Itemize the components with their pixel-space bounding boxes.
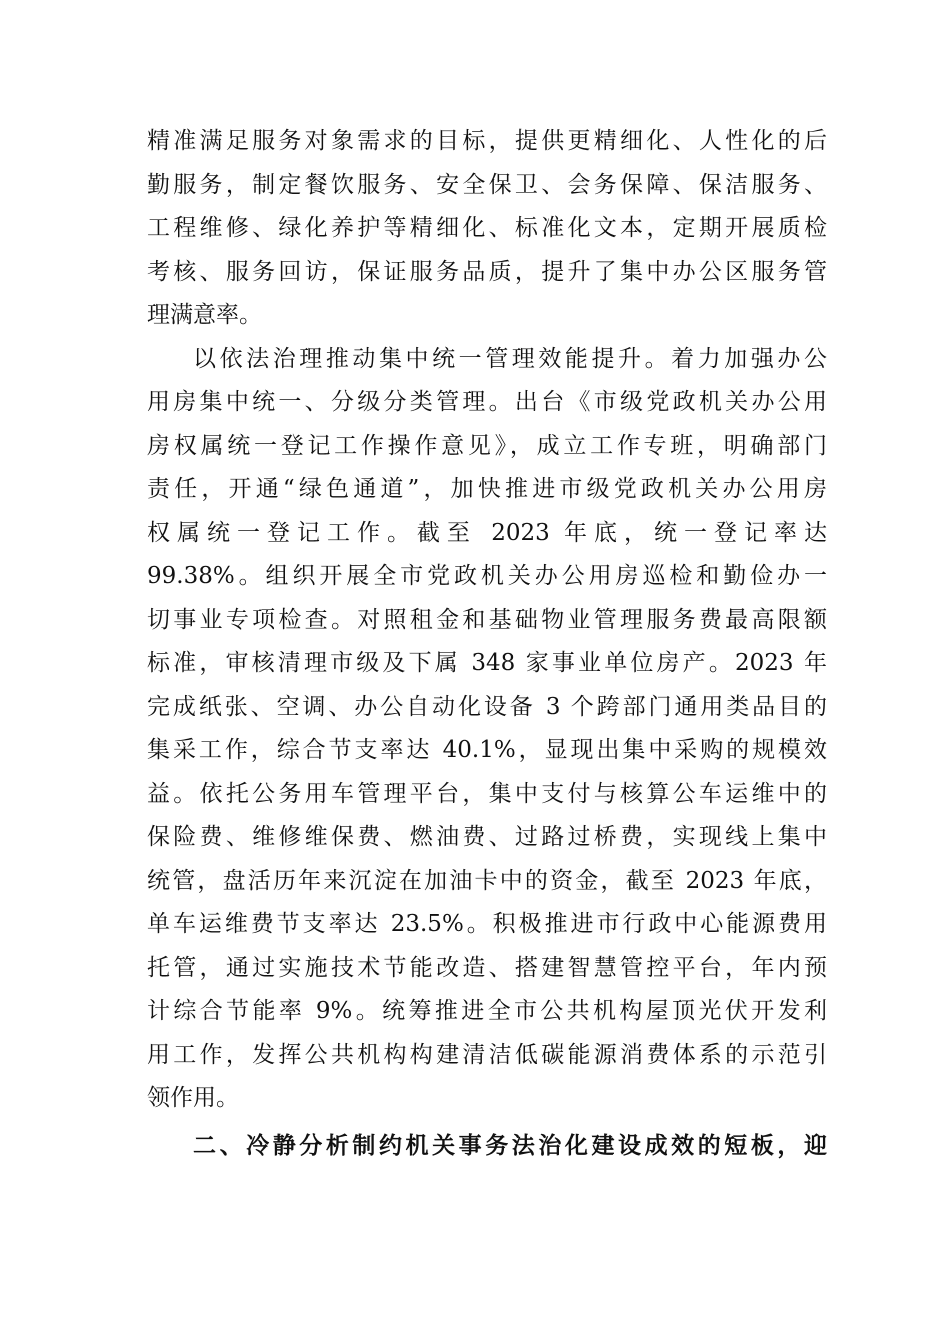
document-body	[147, 120, 827, 1168]
text-line: 计综合节能率 9%。统筹推进全市公共机构屋顶光伏开发利	[147, 998, 827, 1024]
text-line: 工程维修、绿化养护等精细化、标准化文本，定期开展质检	[147, 215, 827, 241]
paragraph	[147, 338, 827, 1121]
text-line: 统管，盘活历年来沉淀在加油卡中的资金，截至 2023 年底，	[147, 867, 827, 894]
text-line: 权属统一登记工作。截至 2023 年底，统一登记率达	[147, 519, 827, 546]
text-line: 集采工作，综合节支率达 40.1%，显现出集中采购的规模效	[147, 737, 827, 763]
text-line: 责任，开通“绿色通道”，加快推进市级党政机关办公用房	[147, 476, 827, 502]
text-line: 保险费、维修维保费、燃油费、过路过桥费，实现线上集中	[147, 824, 827, 850]
text-line: 考核、服务回访，保证服务品质，提升了集中办公区服务管	[147, 258, 827, 285]
text-line: 益。依托公务用车管理平台，集中支付与核算公车运维中的	[147, 780, 827, 807]
text-line: 以依法治理推动集中统一管理效能提升。着力加强办公	[193, 345, 827, 372]
text-line: 领作用。	[147, 1085, 239, 1111]
text-line: 单车运维费节支率达 23.5%。积极推进市行政中心能源费用	[147, 911, 827, 937]
text-line: 房权属统一登记工作操作意见》，成立工作专班，明确部门	[147, 432, 827, 459]
text-line: 用房集中统一、分级分类管理。出台《市级党政机关办公用	[147, 389, 827, 415]
text-line: 托管，通过实施技术节能改造、搭建智慧管控平台，年内预	[147, 954, 827, 981]
text-line: 理满意率。	[147, 302, 262, 328]
text-line: 完成纸张、空调、办公自动化设备 3 个跨部门通用类品目的	[147, 693, 827, 720]
text-line: 切事业专项检查。对照租金和基础物业管理服务费最高限额	[147, 606, 827, 633]
paragraph	[147, 120, 827, 338]
text-line: 勤服务，制定餐饮服务、安全保卫、会务保障、保洁服务、	[147, 171, 827, 198]
text-line: 用工作，发挥公共机构构建清洁低碳能源消费体系的示范引	[147, 1041, 827, 1068]
text-line: 精准满足服务对象需求的目标，提供更精细化、人性化的后	[147, 128, 827, 154]
text-line: 标准，审核清理市级及下属 348 家事业单位房产。2023 年	[147, 650, 827, 676]
text-line: 99.38%。组织开展全市党政机关办公用房巡检和勤俭办一	[147, 563, 827, 589]
section-heading: 二、冷静分析制约机关事务法治化建设成效的短板，迎	[193, 1132, 827, 1159]
